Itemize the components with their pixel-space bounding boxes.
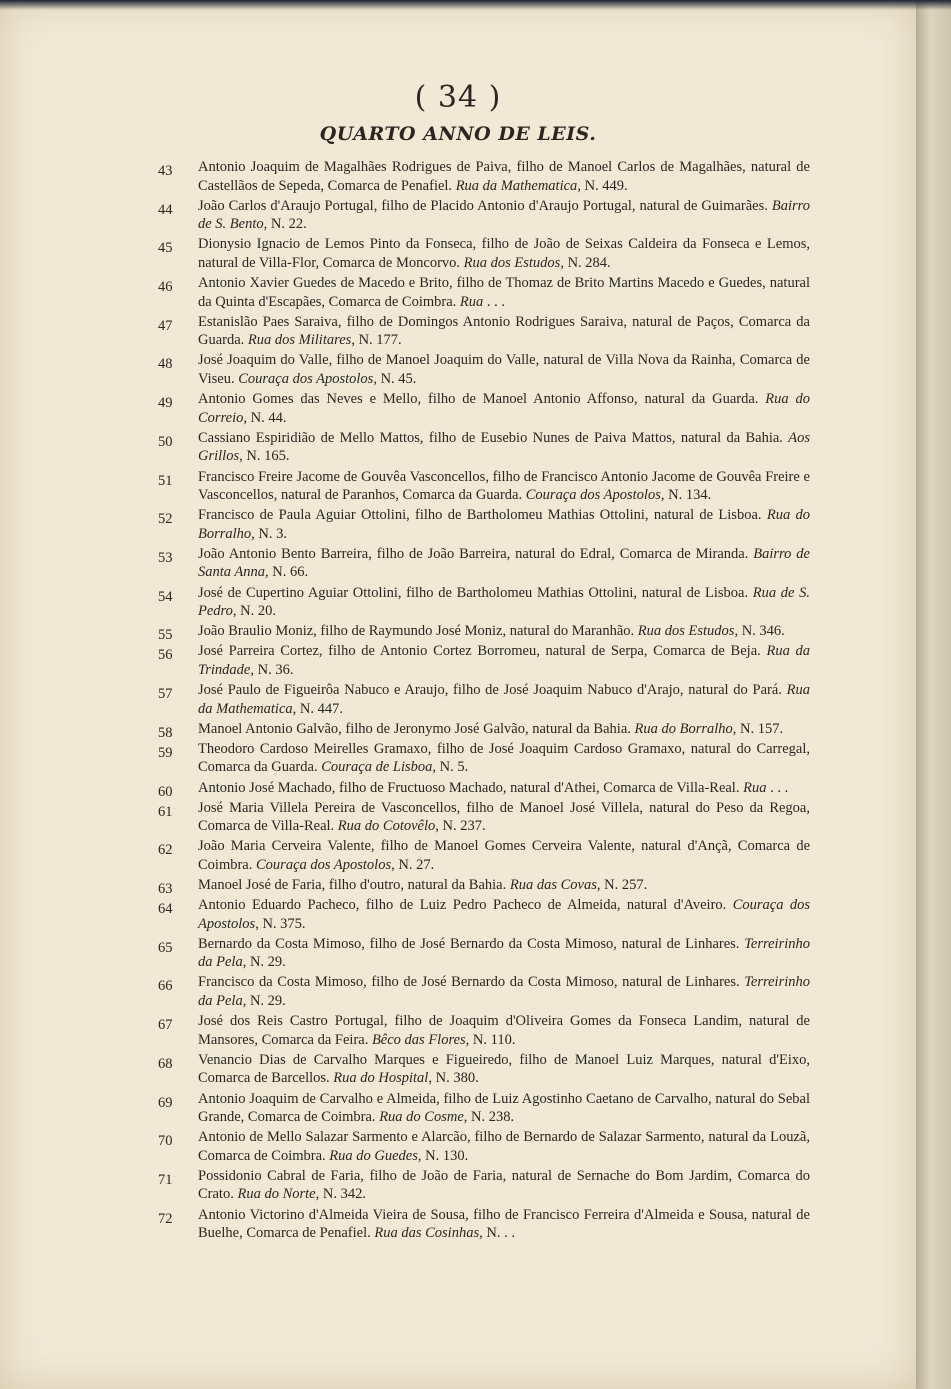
entry-address: Rua: [459, 293, 484, 310]
entry-house-number: , N. 29.: [242, 954, 286, 971]
entry-text: João Maria Cerveira Valente, filho de Manoel Gomes Cerveira Valente, natural d'Ançã, Comarca de Coimbra.: [198, 838, 810, 873]
entry-text: Estanislão Paes Saraiva, filho de Domingos Antonio Rodrigues Saraiva, natural de Paços, Comarca da Guarda.: [198, 313, 810, 349]
entry-house-number: , N. 257.: [596, 876, 648, 893]
entry-address: Rua da Mathematica: [455, 177, 578, 194]
list-item: [158, 622, 810, 644]
list-item: [158, 1051, 810, 1088]
entry-house-number: , N. . .: [479, 1225, 515, 1242]
entry-address: Terreirinho da Pela: [198, 974, 811, 1010]
list-item: [158, 681, 810, 718]
entry-address: Rua da Trindade: [198, 643, 811, 678]
page-number: ( 34 ): [414, 80, 502, 115]
entry-house-number: , N. 44.: [243, 409, 287, 426]
entry-address: Rua do Borralho: [634, 720, 733, 737]
entry-address: Aos Grillos: [198, 429, 811, 465]
entry-address: Couraça dos Apostolos: [256, 856, 392, 873]
entry-house-number: , N. 375.: [255, 915, 306, 932]
entry-house-number: , N. 36.: [250, 661, 294, 678]
entry-text: João Braulio Moniz, filho de Raymundo José Moniz, natural do Maranhão.: [198, 623, 635, 640]
entry-text: Antonio Xavier Guedes de Macedo e Brito, filho de Thomaz de Brito Martins Macedo e Guedes, natural da Quinta d'Escapães, Comarca de Coimbra.: [198, 275, 810, 310]
entry-text: Possidonio Cabral de Faria, filho de João de Faria, natural de Sernache do Bom Jardim, Comarca do Crato.: [198, 1167, 810, 1203]
entry-address: Bêco das Flores: [371, 1031, 466, 1048]
entry-number: 64: [158, 901, 173, 918]
entry-text: Dionysio Ignacio de Lemos Pinto da Fonseca, filho de João de Seixas Caldeira da Fonseca e Lemos, natural de Villa-Flor, Comarca de Moncorvo.: [198, 236, 810, 271]
entry-text: Francisco da Costa Mimoso, filho de José Bernardo da Costa Mimoso, natural de Linhares.: [198, 974, 740, 991]
entry-text: Cassiano Espiridião de Mello Mattos, filho de Eusebio Nunes de Paiva Mattos, natural da Bahia.: [198, 429, 783, 446]
entry-address: Rua da Mathematica: [198, 682, 811, 717]
entry-number: 46: [158, 279, 173, 296]
entry-number: 69: [158, 1094, 173, 1111]
entry-text: Venancio Dias de Carvalho Marques e Figueiredo, filho de Manoel Luiz Marques, natural d'Eixo, Comarca de Barcellos.: [198, 1051, 810, 1087]
list-item: [158, 1206, 810, 1243]
entry-number: 43: [158, 163, 173, 179]
entry-house-number: , N. 110.: [465, 1031, 516, 1048]
entry-number: 67: [158, 1017, 173, 1034]
entry-number: 47: [158, 317, 173, 334]
entry-text: Antonio Gomes das Neves e Mello, filho de Manoel Antonio Affonso, natural da Guarda.: [198, 391, 759, 408]
entry-number: 55: [158, 627, 173, 644]
entry-address: Rua do Borralho: [198, 507, 811, 542]
list-item: [158, 799, 810, 836]
list-item: [158, 720, 810, 739]
entry-number: 45: [158, 240, 173, 257]
list-item: [158, 1012, 810, 1049]
entry-number: 70: [158, 1133, 173, 1150]
list-item: [158, 896, 810, 933]
list-item: [158, 197, 810, 234]
list-item: [158, 235, 810, 272]
entry-text: José dos Reis Castro Portugal, filho de Joaquim d'Oliveira Gomes da Fonseca Landim, natural de Mansores, Comarca da Feira.: [198, 1013, 810, 1048]
entry-address: Terreirinho da Pela: [198, 935, 811, 971]
entry-house-number: , N. 342.: [315, 1186, 366, 1203]
entry-address: Rua de S. Pedro: [198, 584, 811, 620]
entry-address: Couraça dos Apostolos: [198, 897, 811, 932]
entry-text: Antonio Victorino d'Almeida Vieira de Sousa, filho de Francisco Ferreira d'Almeida e Sousa, natural de Buelhe, Comarca de Penafiel.: [198, 1206, 810, 1242]
entry-text: Manoel José de Faria, filho d'outro, natural da Bahia.: [198, 876, 507, 893]
entry-number: 49: [158, 395, 173, 412]
entry-text: José Paulo de Figueirôa Nabuco e Araujo, filho de José Joaquim Nabuco d'Arajo, natural do Pará.: [198, 682, 782, 699]
entry-house-number: , N. 157.: [732, 720, 784, 737]
entry-number: 72: [158, 1210, 173, 1227]
entry-text: José Parreira Cortez, filho de Antonio Cortez Borromeu, natural de Serpa, Comarca de Beja.: [198, 643, 761, 660]
page-fold-edge: [916, 0, 951, 1389]
entry-text: Francisco Freire Jacome de Gouvêa Vasconcellos, filho de Francisco Antonio Jacome de Gouvêa Freire e Vasconcellos, natural de Paranhos, Comarca da Guarda.: [198, 468, 810, 504]
entry-address: Rua das Covas: [509, 876, 597, 893]
entry-text: Antonio de Mello Salazar Sarmento e Alarcão, filho de Bernardo de Salazar Sarmento, natural da Louzã, Comarca de Coimbra.: [198, 1129, 810, 1164]
list-item: [158, 935, 810, 972]
entry-number: 59: [158, 744, 173, 761]
list-item: [158, 1090, 810, 1127]
list-item: [158, 506, 810, 543]
entry-text: Manoel Antonio Galvão, filho de Jeronymo José Galvão, natural da Bahia.: [198, 720, 631, 737]
entry-house-number: , N. 66.: [265, 564, 309, 581]
entry-text: Antonio Eduardo Pacheco, filho de Luiz Pedro Pacheco de Almeida, natural d'Aveiro.: [198, 897, 727, 914]
entry-house-number: , N. 130.: [417, 1147, 469, 1164]
list-item: [158, 973, 810, 1010]
list-item: [158, 468, 810, 505]
entry-address: Bairro de S. Bento: [198, 197, 810, 233]
entry-house-number: , N. 380.: [428, 1070, 479, 1087]
entry-house-number: , N. 134.: [660, 487, 712, 504]
entry-house-number: , N. 27.: [391, 856, 435, 873]
entry-text: José Joaquim do Valle, filho de Manoel Joaquim do Valle, natural de Villa Nova da Rainha, Comarca de Viseu.: [198, 352, 810, 388]
entry-number: 66: [158, 978, 173, 995]
entry-house-number: , N. 177.: [351, 332, 402, 349]
entry-number: 63: [158, 880, 173, 897]
entry-address: Rua do Cotovêlo: [337, 818, 436, 835]
entry-address: Rua do Norte: [237, 1186, 316, 1203]
entry-text: José de Cupertino Aguiar Ottolini, filho de Bartholomeu Mathias Ottolini, natural de Lisboa.: [198, 584, 749, 601]
list-item: [158, 1167, 810, 1204]
list-item: [158, 740, 810, 777]
entry-text: Antonio Joaquim de Carvalho e Almeida, filho de Luiz Agostinho Caetano de Carvalho, natural do Sebal Grande, Comarca de Coimbra.: [198, 1090, 810, 1126]
list-item: [158, 779, 810, 798]
entry-number: 53: [158, 549, 173, 566]
entry-number: 57: [158, 686, 173, 703]
entry-house-number: , N. 449.: [577, 177, 628, 194]
entry-address: Rua do Cosme: [379, 1109, 464, 1126]
entry-house-number: . . .: [766, 779, 789, 796]
scan-top-edge: [0, 0, 951, 10]
entry-number: 48: [158, 356, 173, 373]
entry-address: Rua do Correio: [198, 391, 810, 426]
entry-house-number: , N. 284.: [560, 254, 611, 271]
entry-text: Theodoro Cardoso Meirelles Gramaxo, filho de José Joaquim Cardoso Gramaxo, natural do Carregal, Comarca da Guarda.: [198, 740, 810, 776]
entry-address: Rua dos Estudos: [463, 254, 561, 271]
entry-house-number: , N. 238.: [463, 1109, 515, 1126]
list-item: [158, 642, 810, 679]
entry-number: 58: [158, 724, 173, 741]
entry-number: 62: [158, 842, 173, 859]
entry-house-number: , N. 346.: [734, 623, 785, 640]
list-item: [158, 158, 810, 195]
entry-address: Rua: [743, 779, 767, 796]
entry-address: Bairro de Santa Anna: [198, 545, 810, 581]
list-item: [158, 1128, 810, 1165]
section-title: QUARTO ANNO DE LEIS.: [319, 123, 597, 145]
entry-house-number: , N. 5.: [432, 759, 469, 776]
entry-house-number: , N. 45.: [373, 371, 417, 388]
entry-number: 54: [158, 588, 173, 605]
entry-number: 71: [158, 1171, 173, 1188]
entry-number: 52: [158, 511, 173, 528]
entry-house-number: , N. 22.: [263, 216, 307, 233]
entry-house-number: , N. 3.: [251, 525, 288, 542]
page-header: [0, 80, 916, 145]
entry-address: Couraça dos Apostolos: [525, 487, 661, 504]
entry-text: José Maria Villela Pereira de Vasconcellos, filho de Manoel José Villela, natural do Peso da Regoa, Comarca de Villa-Real.: [198, 799, 810, 835]
entry-house-number: , N. 447.: [292, 700, 343, 717]
list-item: [158, 429, 810, 466]
list-item: [158, 313, 810, 350]
entry-text: João Carlos d'Araujo Portugal, filho de Placido Antonio d'Araujo Portugal, natural de Guimarães.: [198, 197, 768, 214]
entry-number: 65: [158, 939, 173, 956]
list-item: [158, 545, 810, 582]
list-item: [158, 584, 810, 621]
entry-text: João Antonio Bento Barreira, filho de João Barreira, natural do Edral, Comarca de Miranda.: [198, 545, 749, 562]
entry-number: 68: [158, 1055, 173, 1072]
entry-address: Rua do Guedes: [329, 1147, 418, 1164]
entry-number: 61: [158, 803, 173, 820]
entry-address: Couraça de Lisboa: [321, 759, 433, 776]
entry-text: Bernardo da Costa Mimoso, filho de José Bernardo da Costa Mimoso, natural de Linhares.: [198, 935, 740, 952]
entry-text: Antonio Joaquim de Magalhães Rodrigues de Paiva, filho de Manoel Carlos de Magalhães, natural de Castellãos de Sepeda, Comarca de Penafiel.: [198, 159, 810, 194]
list-item: [158, 351, 810, 388]
entry-number: 51: [158, 472, 173, 489]
entry-number: 56: [158, 647, 173, 664]
entry-address: Rua dos Estudos: [637, 623, 735, 640]
entry-house-number: , N. 237.: [435, 818, 486, 835]
entry-address: Rua dos Militares: [247, 332, 352, 349]
list-item: [158, 390, 810, 427]
list-item: [158, 274, 810, 311]
entry-text: Antonio José Machado, filho de Fructuoso Machado, natural d'Athei, Comarca de Villa-Real.: [198, 779, 740, 796]
entry-house-number: . . .: [483, 293, 506, 310]
entry-house-number: , N. 165.: [239, 448, 290, 465]
entry-address: Rua das Cosinhas: [374, 1225, 480, 1242]
student-list: [158, 158, 810, 1244]
entry-house-number: , N. 29.: [242, 993, 286, 1010]
entry-address: Rua do Hospital: [333, 1070, 429, 1087]
entry-number: 50: [158, 433, 173, 450]
list-item: [158, 876, 810, 895]
entry-text: Francisco de Paula Aguiar Ottolini, filho de Bartholomeu Mathias Ottolini, natural de Lisboa.: [198, 507, 762, 524]
entry-house-number: , N. 20.: [232, 603, 277, 620]
entry-number: 44: [158, 201, 173, 218]
entry-address: Couraça dos Apostolos: [238, 371, 374, 388]
entry-number: 60: [158, 783, 173, 800]
list-item: [158, 837, 810, 874]
